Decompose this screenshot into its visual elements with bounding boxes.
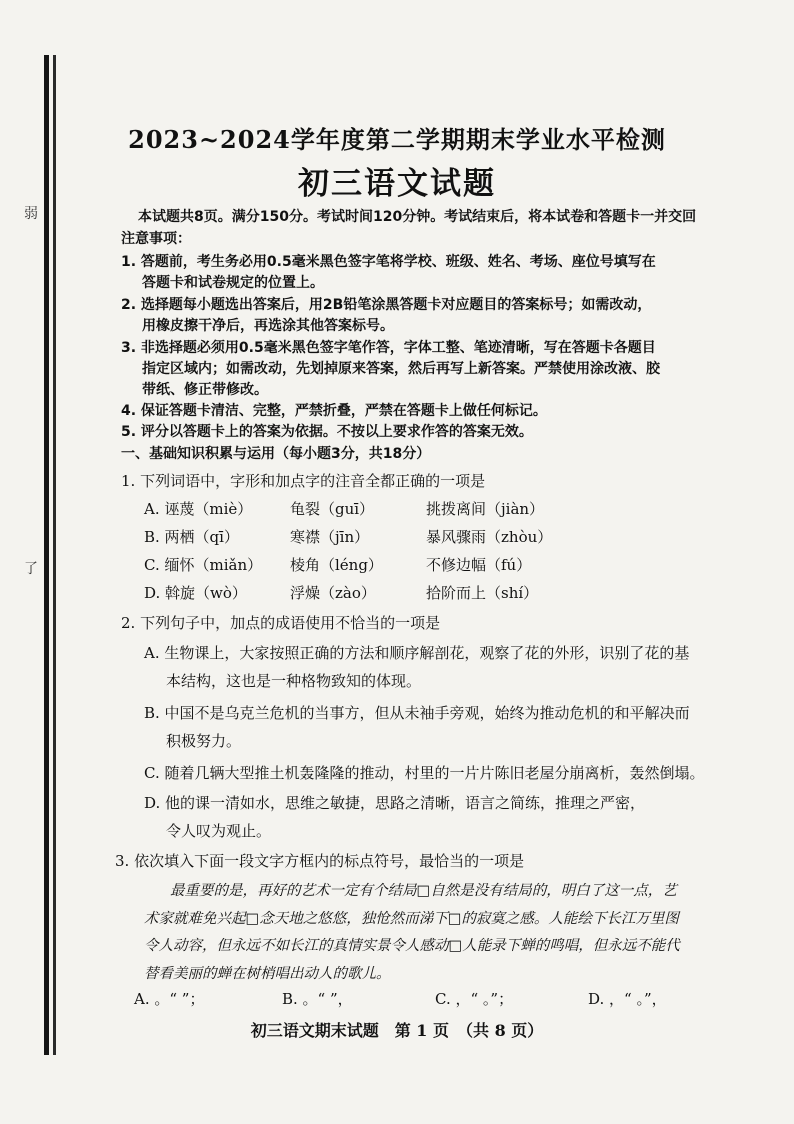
q2-d-cont: 令人叹为观止。 xyxy=(166,822,272,840)
q3-option-c: C. ，“ 。”； xyxy=(435,990,514,1008)
q3-passage-2: 术家就难免兴起□念天地之悠悠，独怆然而涕下□的寂寞之感。人能绘下长江万里图 xyxy=(144,911,679,927)
exam-subtitle: 初三语文试题 xyxy=(298,166,496,202)
notice-label: 注意事项： xyxy=(121,231,191,247)
q2-b-cont: 积极努力。 xyxy=(166,732,242,750)
note-3-cont2: 带纸、修正带修改。 xyxy=(142,382,268,398)
q1-stem: 1. 下列词语中，字形和加点字的注音全都正确的一项是 xyxy=(121,472,486,490)
binding-bar-inner xyxy=(53,55,56,1055)
q2-b: B. 中国不是乌克兰危机的当事方，但从未袖手旁观，始终为推动危机的和平解决而 xyxy=(144,704,690,722)
q1-d-3: 拾阶而上（shí） xyxy=(426,584,539,602)
note-3: 3. 非选择题必须用0.5毫米黑色签字笔作答，字体工整、笔迹清晰，写在答题卡各题目 xyxy=(121,340,656,356)
q2-a: A. 生物课上，大家按照正确的方法和顺序解剖花，观察了花的外形，识别了花的基 xyxy=(144,644,690,662)
q3-option-b: B. 。“ ”， xyxy=(282,990,353,1008)
q1-d-2: 浮燥（zào） xyxy=(290,584,376,602)
exam-title: 2023~2024学年度第二学期期末学业水平检测 xyxy=(128,125,666,154)
binding-bar xyxy=(44,55,49,1055)
q3-option-d: D. ，“ 。”， xyxy=(588,990,667,1008)
q1-a-3: 挑拨离间（jiàn） xyxy=(426,500,545,518)
q3-passage-4: 替看美丽的蝉在树梢唱出动人的歌儿。 xyxy=(144,966,391,982)
margin-mark-middle: 了 xyxy=(24,561,38,577)
q1-c-3: 不修边幅（fú） xyxy=(426,556,532,574)
intro-line: 本试题共8页。满分150分。考试时间120分钟。考试结束后，将本试卷和答题卡一并交回 xyxy=(138,209,697,225)
note-5: 5. 评分以答题卡上的答案为依据。不按以上要求作答的答案无效。 xyxy=(121,424,533,440)
q1-c-1: C. 缅怀（miǎn） xyxy=(144,556,263,574)
q2-d: D. 他的课一清如水，思维之敏捷，思路之清晰，语言之简练，推理之严密， xyxy=(144,794,646,812)
q1-b-1: B. 两栖（qī） xyxy=(144,528,239,546)
q2-c: C. 随着几辆大型推土机轰隆隆的推动，村里的一片片陈旧老屋分崩离析，轰然倒塌。 xyxy=(144,764,705,782)
q1-a-1: A. 诬蔑（miè） xyxy=(144,500,253,518)
margin-mark-top: 弱 xyxy=(24,206,38,222)
page-footer: 初三语文期末试题 第 1 页 （共 8 页） xyxy=(250,1021,544,1040)
q1-b-2: 寒襟（jīn） xyxy=(290,528,370,546)
q2-stem: 2. 下列句子中，加点的成语使用不恰当的一项是 xyxy=(121,614,441,632)
q3-stem: 3. 依次填入下面一段文字方框内的标点符号，最恰当的一项是 xyxy=(115,852,525,870)
note-4: 4. 保证答题卡清洁、完整，严禁折叠，严禁在答题卡上做任何标记。 xyxy=(121,403,547,419)
note-1: 1. 答题前，考生务必用0.5毫米黑色签字笔将学校、班级、姓名、考场、座位号填写在 xyxy=(121,254,656,270)
note-2-cont: 用橡皮擦干净后，再选涂其他答案标号。 xyxy=(142,318,394,334)
note-1-cont: 答题卡和试卷规定的位置上。 xyxy=(142,275,324,291)
q2-a-cont: 本结构，这也是一种格物致知的体现。 xyxy=(166,672,422,690)
q1-b-3: 暴风骤雨（zhòu） xyxy=(426,528,553,546)
q3-passage-1: 最重要的是，再好的艺术一定有个结局□自然是没有结局的，明白了这一点，艺 xyxy=(170,883,677,899)
q1-d-1: D. 斡旋（wò） xyxy=(144,584,247,602)
note-2: 2. 选择题每小题选出答案后，用2B铅笔涂黑答题卡对应题目的答案标号；如需改动， xyxy=(121,297,652,313)
q3-passage-3: 令人动容，但永远不如长江的真情实景令人感动□人能录下蝉的鸣唱，但永远不能代 xyxy=(144,938,680,954)
note-3-cont: 指定区域内；如需改动，先划掉原来答案，然后再写上新答案。严禁使用涂改液、胶 xyxy=(142,361,660,377)
q1-c-2: 棱角（léng） xyxy=(290,556,383,574)
q3-option-a: A. 。“ ”； xyxy=(134,990,205,1008)
q1-a-2: 龟裂（guī） xyxy=(290,500,375,518)
section-heading: 一、基础知识积累与运用（每小题3分，共18分） xyxy=(121,446,431,462)
